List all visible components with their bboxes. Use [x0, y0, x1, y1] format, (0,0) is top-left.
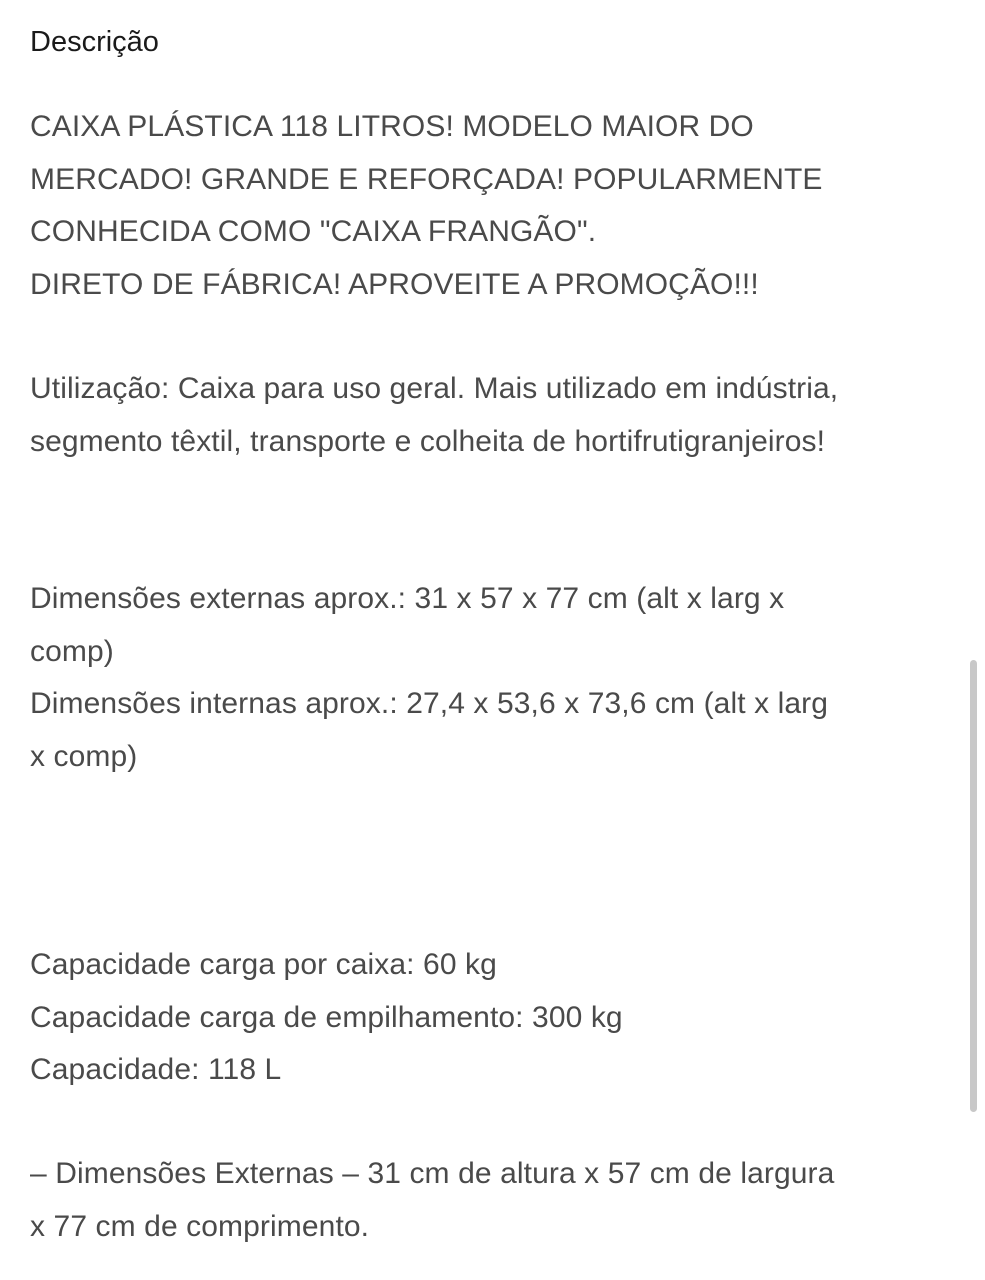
- description-paragraph-dimensions: Dimensões externas aprox.: 31 x 57 x 77 cm (alt x larg x comp) Dimensões internas aprox.: 27,4 x 53,6 x 73,6 cm (alt x larg x comp): [30, 582, 829, 773]
- vertical-scrollbar[interactable]: [970, 660, 977, 1112]
- description-paragraph-usage: Utilização: Caixa para uso geral. Mais utilizado em indústria, segmento têxtil, transporte e colheita de hortifrutigranjeiros!: [30, 372, 839, 458]
- description-paragraph-external-dimensions: – Dimensões Externas – 31 cm de altura x 57 cm de largura x 77 cm de comprimento.: [30, 1157, 835, 1243]
- section-title: Descrição: [30, 26, 159, 58]
- description-paragraph-intro: CAIXA PLÁSTICA 118 LITROS! MODELO MAIOR DO MERCADO! GRANDE E REFORÇADA! POPULARMENTE CONHECIDA COMO "CAIXA FRANGÃO". DIRETO DE FÁBRICA! APROVEITE A PROMOÇÃO!!!: [30, 110, 823, 301]
- description-paragraph-capacity: Capacidade carga por caixa: 60 kg Capacidade carga de empilhamento: 300 kg Capacidade: 118 L: [30, 948, 623, 1086]
